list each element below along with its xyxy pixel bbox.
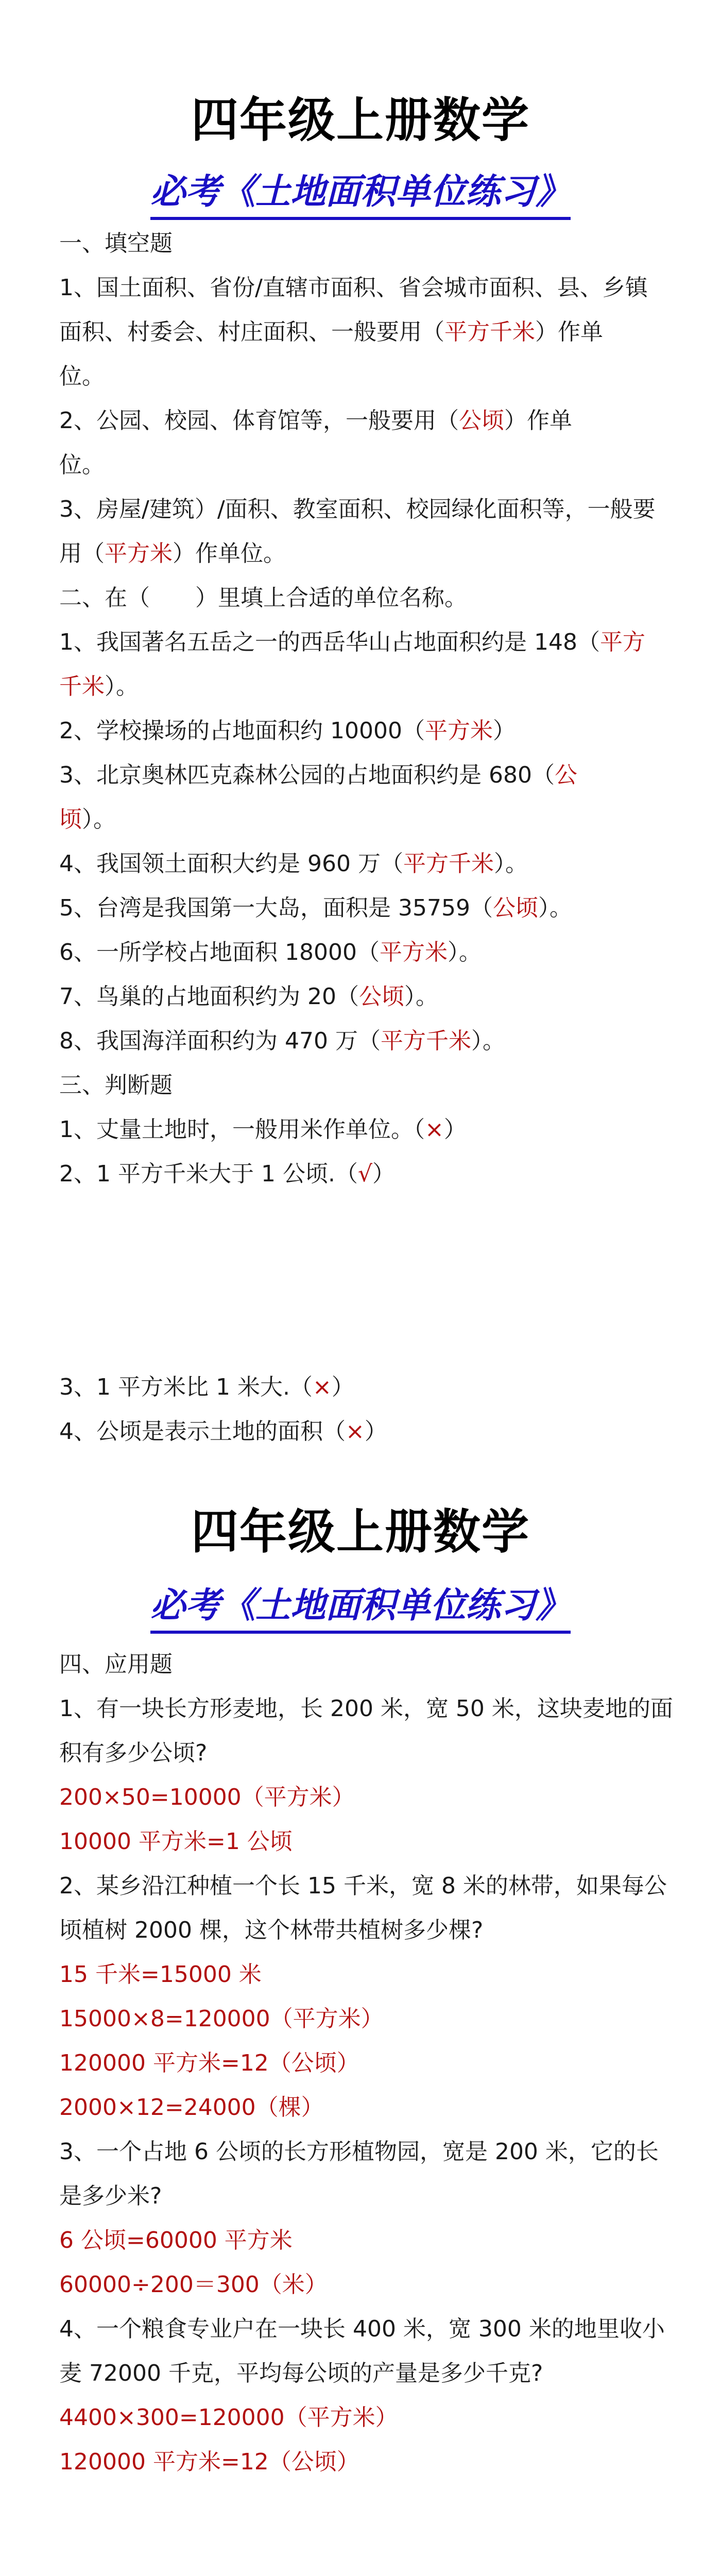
answer: √ bbox=[357, 1161, 372, 1187]
section-heading-units: 二、在（ ）里填上合适的单位名称。 bbox=[59, 585, 467, 611]
solution-line: 4400×300=120000（平方米） bbox=[59, 2404, 398, 2431]
question-line: 4、公顷是表示土地的面积（×） bbox=[59, 1418, 387, 1445]
solution-line: 15 千米=15000 米 bbox=[59, 1961, 262, 1988]
solution-line: 60000÷200＝300（米） bbox=[59, 2272, 328, 2298]
question-line: 7、鸟巢的占地面积约为 20（公顷）。 bbox=[59, 984, 438, 1010]
question-line: 面积、村委会、村庄面积、一般要用（平方千米）作单 bbox=[59, 319, 603, 345]
answer: 公顷 bbox=[459, 408, 504, 434]
question-line: 3、1 平方米比 1 米大.（×） bbox=[59, 1374, 354, 1400]
section-heading-word-problems: 四、应用题 bbox=[59, 1651, 173, 1677]
solution-line: 120000 平方米=12（公顷） bbox=[59, 2050, 359, 2076]
question-line: 1、有一块长方形麦地，长 200 米，宽 50 米，这块麦地的面 bbox=[59, 1696, 673, 1722]
question-line: 2、公园、校园、体育馆等，一般要用（公顷）作单 bbox=[59, 408, 572, 434]
question-line: 积有多少公顷? bbox=[59, 1740, 208, 1766]
question-line: 麦 72000 千克，平均每公顷的产量是多少千克? bbox=[59, 2360, 543, 2386]
answer: 平方米 bbox=[424, 718, 493, 744]
answer: × bbox=[346, 1418, 365, 1445]
question-line: 1、我国著名五岳之一的西岳华山占地面积约是 148（平方 bbox=[59, 629, 645, 655]
question-line: 4、一个粮食专业户在一块长 400 米，宽 300 米的地里收小 bbox=[59, 2316, 665, 2342]
answer: 公顷 bbox=[492, 895, 538, 921]
section-heading-fill-in: 一、填空题 bbox=[59, 230, 173, 257]
question-line: 3、北京奥林匹克森林公园的占地面积约是 680（公 bbox=[59, 762, 577, 788]
solution-line: 120000 平方米=12（公顷） bbox=[59, 2449, 359, 2475]
solution-line: 15000×8=120000（平方米） bbox=[59, 2006, 384, 2032]
page-subtitle: 必考《土地面积单位练习》 bbox=[0, 1578, 721, 1634]
answer: 平方千米 bbox=[380, 1028, 471, 1054]
solution-line: 2000×12=24000（棵） bbox=[59, 2094, 324, 2121]
answer: × bbox=[425, 1116, 444, 1143]
answer: 平方 bbox=[599, 629, 645, 655]
question-line: 3、房屋/建筑）/面积、教室面积、校园绿化面积等，一般要 bbox=[59, 496, 656, 522]
page-title: 四年级上册数学 bbox=[191, 93, 530, 148]
question-line: 2、某乡沿江种植一个长 15 千米，宽 8 米的林带，如果每公 bbox=[59, 1873, 667, 1899]
question-line: 顷）。 bbox=[59, 806, 116, 833]
answer: 平方千米 bbox=[403, 851, 494, 877]
solution-line: 200×50=10000（平方米） bbox=[59, 1784, 355, 1810]
question-line: 千米）。 bbox=[59, 673, 139, 700]
question-line: 3、一个占地 6 公顷的长方形植物园，宽是 200 米，它的长 bbox=[59, 2139, 659, 2165]
page-title: 四年级上册数学 bbox=[191, 1504, 530, 1560]
question-line: 4、我国领土面积大约是 960 万（平方千米）。 bbox=[59, 851, 528, 877]
answer: 公顷 bbox=[358, 984, 404, 1010]
question-line: 8、我国海洋面积约为 470 万（平方千米）。 bbox=[59, 1028, 505, 1054]
question-line: 2、1 平方千米大于 1 公顷.（√） bbox=[59, 1161, 395, 1187]
answer: 千米 bbox=[59, 673, 105, 700]
answer: 平方米 bbox=[105, 540, 173, 567]
solution-line: 10000 平方米=1 公顷 bbox=[59, 1828, 293, 1855]
question-line: 5、台湾是我国第一大岛，面积是 35759（公顷）。 bbox=[59, 895, 572, 921]
question-line: 位。 bbox=[59, 452, 105, 478]
page-subtitle: 必考《土地面积单位练习》 bbox=[0, 164, 721, 220]
question-line: 顷植树 2000 棵，这个林带共植树多少棵? bbox=[59, 1917, 484, 1943]
answer: 顷 bbox=[59, 806, 82, 833]
section-heading-true-false: 三、判断题 bbox=[59, 1072, 173, 1098]
question-line: 2、学校操场的占地面积约 10000（平方米） bbox=[59, 718, 516, 744]
answer: 平方米 bbox=[379, 939, 448, 965]
question-line: 位。 bbox=[59, 363, 105, 389]
question-line: 是多少米? bbox=[59, 2183, 162, 2209]
answer: 公 bbox=[554, 762, 577, 788]
question-line: 1、国土面积、省份/直辖市面积、省会城市面积、县、乡镇 bbox=[59, 275, 648, 301]
question-line: 6、一所学校占地面积 18000（平方米）。 bbox=[59, 939, 482, 965]
question-line: 用（平方米）作单位。 bbox=[59, 540, 286, 567]
solution-line: 6 公顷=60000 平方米 bbox=[59, 2227, 293, 2253]
question-line: 1、丈量土地时，一般用米作单位。（×） bbox=[59, 1116, 467, 1143]
answer: 平方千米 bbox=[444, 319, 535, 345]
answer: × bbox=[312, 1374, 332, 1400]
